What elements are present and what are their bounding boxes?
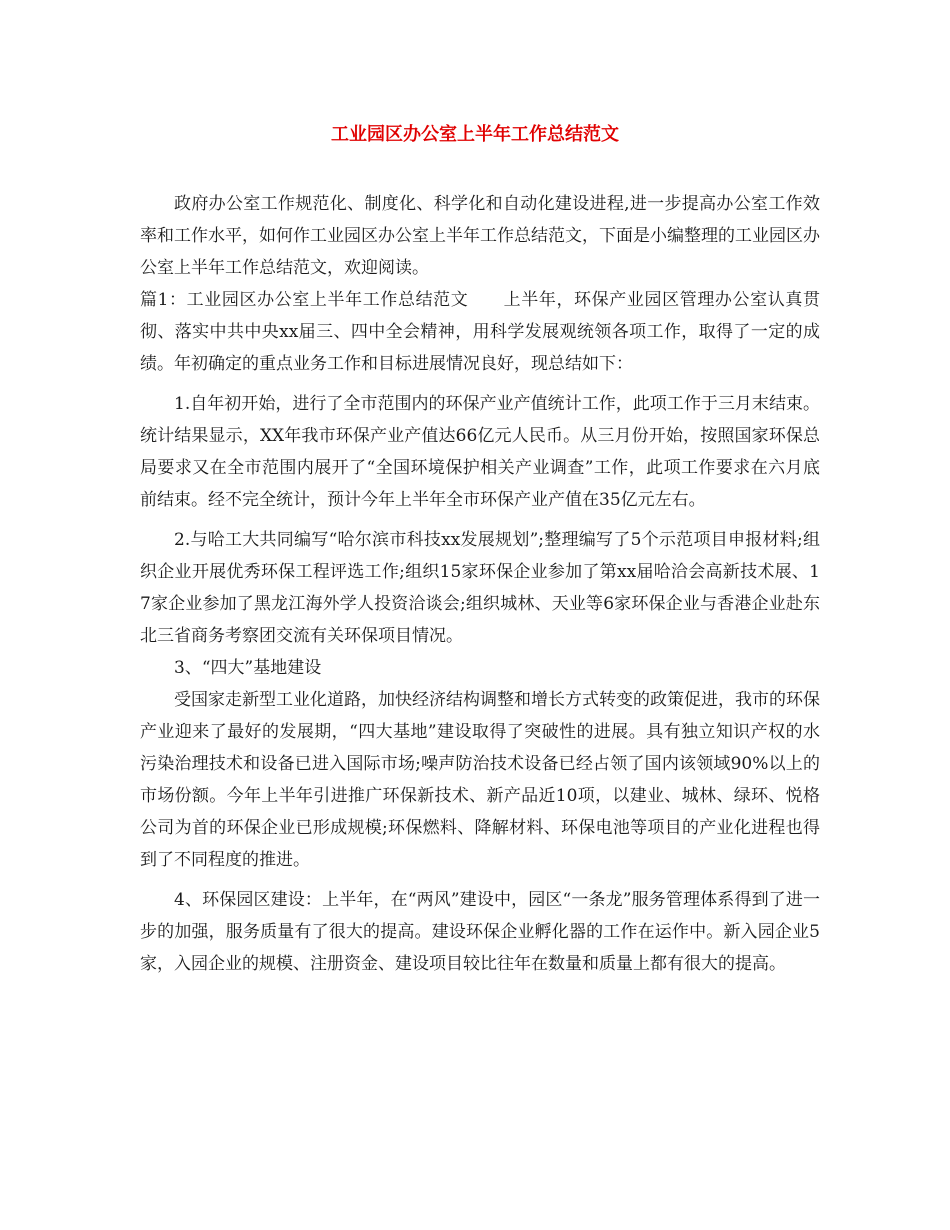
- item-3-paragraph: 受国家走新型工业化道路，加快经济结构调整和增长方式转变的政策促进，我市的环保产业迎来了最好的发展期，“四大基地”建设取得了突破性的进展。具有独立知识产权的水污染治理技术和设备已进入国际市场;噪声防治技术设备已经占领了国内该领域90%以上的市场份额。今年上半年引进推广环保新技术、新产品近10项，以建业、城林、绿环、悦格公司为首的环保企业已形成规模;环保燃料、降解材料、环保电池等项目的产业化进程也得到了不同程度的推进。: [140, 690, 820, 870]
- section-1-paragraph: 篇1：工业园区办公室上半年工作总结范文 上半年，环保产业园区管理办公室认真贯彻、落实中共中央xx届三、四中全会精神，用科学发展观统领各项工作，取得了一定的成绩。年初确定的重点业务工作和目标进展情况良好，现总结如下：: [140, 290, 820, 374]
- item-2-paragraph: 2.与哈工大共同编写“哈尔滨市科技xx发展规划”;整理编写了5个示范项目申报材料;组织企业开展优秀环保工程评选工作;组织15家环保企业参加了第xx届哈洽会高新技术展、17家企业参加了黑龙江海外学人投资洽谈会;组织城林、天业等6家环保企业与香港企业赴东北三省商务考察团交流有关环保项目情况。: [140, 530, 820, 646]
- document-title: 工业园区办公室上半年工作总结范文: [331, 124, 619, 145]
- document-body: [140, 188, 820, 980]
- item-1-paragraph: 1.自年初开始，进行了全市范围内的环保产业产值统计工作，此项工作于三月末结束。统计结果显示，XX年我市环保产业产值达66亿元人民币。从三月份开始，按照国家环保总局要求又在全市范围内展开了“全国环境保护相关产业调查”工作，此项工作要求在六月底前结束。经不完全统计，预计今年上半年全市环保产业产值在35亿元左右。: [140, 394, 820, 510]
- intro-paragraph: 政府办公室工作规范化、制度化、科学化和自动化建设进程,进一步提高办公室工作效率和工作水平，如何作工业园区办公室上半年工作总结范文，下面是小编整理的工业园区办公室上半年工作总结范文，欢迎阅读。: [140, 194, 820, 278]
- item-3-heading: 3、“四大”基地建设: [174, 658, 322, 678]
- item-4-paragraph: 4、环保园区建设：上半年，在“两风”建设中，园区“一条龙”服务管理体系得到了进一步的加强，服务质量有了很大的提高。建设环保企业孵化器的工作在运作中。新入园企业5家，入园企业的规模、注册资金、建设项目较比往年在数量和质量上都有很大的提高。: [140, 890, 820, 974]
